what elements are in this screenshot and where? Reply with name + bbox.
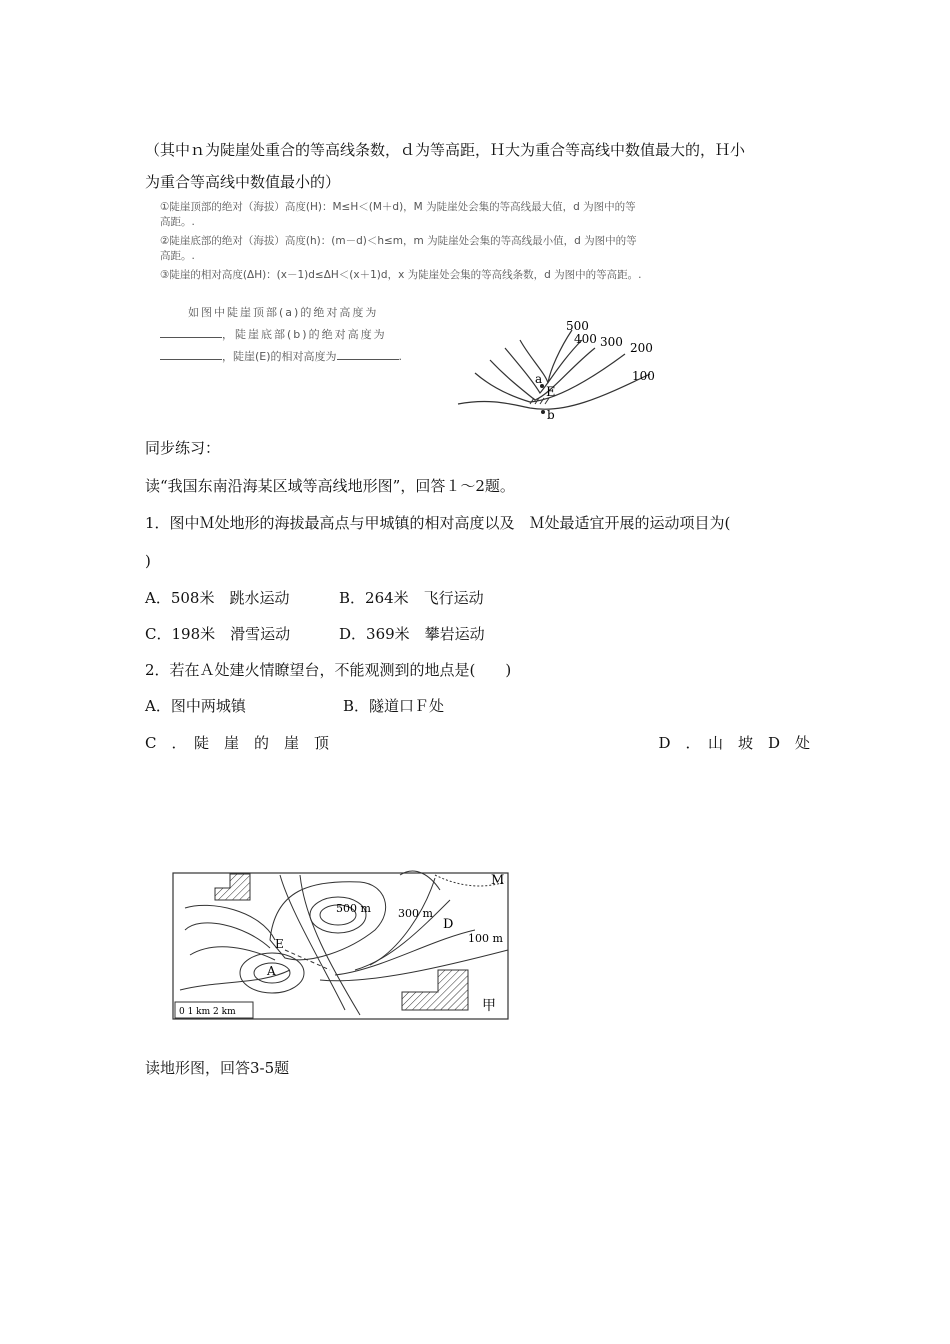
- rule-3: ③陡崖的相对高度(ΔH)：(x－1)d≤ΔH＜(x＋1)d，x 为陡崖处会集的等高线条数，d 为图中的等高距。.: [160, 269, 642, 281]
- intro-line-1: （其中ｎ为陡崖处重合的等高线条数，ｄ为等高距，Ｈ大为重合等高线中数值最大的，Ｈ小: [145, 141, 746, 159]
- map-label-M: M: [491, 873, 505, 888]
- q2-option-c[interactable]: C ． 陡 崖 的 崖 顶: [145, 734, 329, 752]
- q1-option-d[interactable]: D．369米 攀岩运动: [339, 625, 485, 643]
- q1-option-c[interactable]: C．198米 滑雪运动: [145, 625, 291, 643]
- cliff-question-line-2: ，陡崖底部(b)的绝对高度为: [222, 328, 387, 341]
- q2-options-row-2: [145, 733, 810, 753]
- contour-label-200: 200: [630, 341, 653, 355]
- cliff-question-line-1: 如图中陡崖顶部(a)的绝对高度为: [188, 306, 379, 319]
- map-label-A: A: [267, 964, 276, 978]
- tunnel-path: [285, 950, 330, 970]
- map-label-300: 300 m: [398, 907, 433, 920]
- point-a-label: a: [535, 372, 543, 386]
- q2-option-a[interactable]: A．图中两城镇: [145, 697, 246, 715]
- point-b-label: b: [547, 408, 555, 422]
- town-jia: [402, 970, 468, 1010]
- contour-label-500: 500: [566, 319, 589, 333]
- rule-1a: ①陡崖顶部的绝对（海拔）高度(H)：M≤H＜(M＋d)，M 为陡崖处会集的等高线最大值，d 为图中的等: [160, 201, 636, 213]
- map-label-D: D: [443, 917, 454, 932]
- q2-stem: 2．若在Ａ处建火情瞭望台，不能观测到的地点是( ): [145, 661, 512, 679]
- rule-1b: 高距。.: [160, 216, 195, 228]
- q1-option-a[interactable]: A．508米 跳水运动: [145, 589, 290, 607]
- intro-line-2: 为重合等高线中数值最小的）: [145, 173, 341, 191]
- q1-options-row-1: [145, 588, 484, 608]
- map-label-100: 100 m: [468, 932, 503, 945]
- contour-label-400: 400: [574, 332, 597, 346]
- rule-2a: ②陡崖底部的绝对（海拔）高度(h)：(m－d)＜h≤m，m 为陡崖处会集的等高线最小值，d 为图中的等: [160, 235, 637, 247]
- section-intro: 读“我国东南沿海某区域等高线地形图”，回答１～2题。: [145, 477, 515, 495]
- point-E-label: E: [546, 385, 556, 400]
- town-top-left: [215, 874, 250, 900]
- q1-option-b[interactable]: B．264米 飞行运动: [339, 589, 484, 607]
- scale-label: 0 1 km 2 km: [179, 1007, 236, 1017]
- q2-option-b[interactable]: B．隧道口Ｆ处: [343, 697, 445, 715]
- cliff-question-end: .: [398, 350, 403, 363]
- cliff-contour-figure: [450, 318, 670, 428]
- map-label-E: E: [275, 937, 284, 951]
- topographic-map: [170, 870, 515, 1022]
- q1-stem: 1．图中Ｍ处地形的海拔最高点与甲城镇的相对高度以及 Ｍ处最适宜开展的运动项目为(: [145, 514, 731, 532]
- q2-option-d[interactable]: D ． 山 坡 D 处: [658, 734, 810, 752]
- answer-blank-top[interactable]: [160, 326, 222, 338]
- answer-blank-relative[interactable]: [337, 348, 399, 360]
- section-title: 同步练习：: [145, 439, 221, 457]
- q2-options-row-1: [145, 696, 444, 716]
- map-label-500: 500 m: [336, 902, 371, 915]
- contour-label-100: 100: [632, 369, 655, 383]
- footer-instruction: 读地形图，回答3-5题: [145, 1059, 290, 1077]
- q1-stem-end: ): [145, 552, 151, 570]
- answer-blank-bottom[interactable]: [160, 348, 222, 360]
- q1-options-row-2: [145, 624, 485, 644]
- map-label-town-jia: 甲: [482, 998, 496, 1014]
- cliff-question-line-3: ，陡崖(E)的相对高度为: [222, 350, 337, 363]
- cliff-question: [160, 302, 445, 368]
- contour-label-300: 300: [600, 335, 623, 349]
- rule-2b: 高距。.: [160, 250, 195, 262]
- cliff-height-rules: [160, 200, 780, 283]
